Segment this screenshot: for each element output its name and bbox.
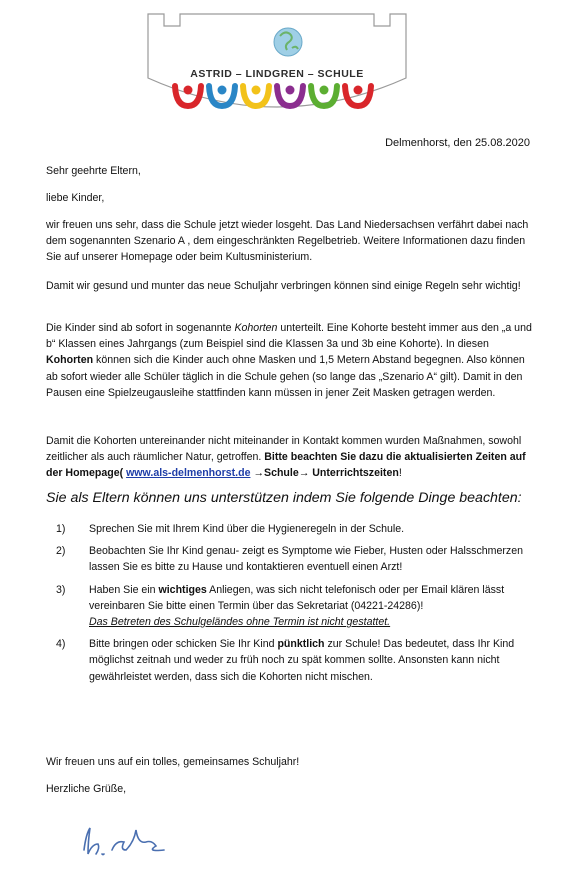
- cohorts-term: Kohorten: [234, 322, 278, 334]
- homepage-link[interactable]: www.als-delmenhorst.de: [126, 467, 251, 480]
- handwritten-signature: [76, 820, 186, 864]
- support-heading: Sie als Eltern können uns unterstützen indem Sie folgende Dinge beachten:: [46, 490, 522, 506]
- list-item: [56, 582, 536, 631]
- list-text-post: zur Schule! Das bedeutet, dass Ihr Kind möglichst zeitnah und weder zu früh noch zu spät kommen sollte. Ansonsten kann nicht gewährleistet werden, dass sich die Kohorten nicht mischen.: [89, 638, 515, 683]
- salutation-children: liebe Kinder,: [46, 192, 105, 204]
- list-number: 1): [56, 523, 66, 535]
- logo-school-name: ASTRID – LINDGREN – SCHULE: [190, 68, 364, 80]
- closing-greeting: Herzliche Grüße,: [46, 783, 127, 795]
- date-line: Delmenhorst, den 25.08.2020: [385, 137, 530, 149]
- list-text-post: Anliegen, was sich nicht telefonisch oder per Email klären lässt vereinbaren Sie bitte einen Termin über das Sekretariat (04221-24286)!: [89, 583, 505, 612]
- school-logo-graphic: [146, 8, 408, 124]
- times-path: →Schule→ Unterrichtszeiten: [250, 467, 399, 480]
- list-text-pre: Haben Sie ein: [89, 583, 159, 596]
- closing-line: Wir freuen uns auf ein tolles, gemeinsames Schuljahr!: [46, 756, 300, 768]
- times-end: !: [398, 467, 402, 480]
- list-number: 2): [56, 545, 66, 558]
- paragraph-rules: Damit wir gesund und munter das neue Schuljahr verbringen können sind einige Regeln sehr wichtig!: [46, 280, 521, 292]
- list-number: 3): [56, 583, 66, 596]
- list-text-bold: wichtiges: [158, 583, 207, 596]
- list-item: [56, 521, 536, 537]
- entry-notice: Das Betreten des Schulgeländes ohne Termin ist nicht gestattet.: [89, 616, 391, 629]
- paragraph-cohorts: [46, 320, 538, 401]
- cohorts-text-3: können sich die Kinder auch ohne Masken und 1,5 Metern Abstand begegnen. Also können ab sofort wieder alle Schüler täglich in die Schule gehen (so lange das „Szenario A“ gilt). Damit in den Pausen eine Spielzeugausleihe stattfinden kann müssen in jener Zeit Masken getragen werden.: [46, 354, 525, 399]
- globe-icon: [274, 28, 302, 56]
- paragraph-intro: wir freuen uns sehr, dass die Schule jetzt wieder losgeht. Das Land Niedersachsen verfährt dabei nach dem sogenannten Szenario A , dem eingeschränkten Regelbetrieb. Weitere Informationen dazu finden Sie auf unserer Homepage oder beim Kultusministerium.: [46, 219, 529, 264]
- list-text-bold: pünktlich: [277, 638, 325, 651]
- rules-list: [56, 521, 536, 691]
- list-text-pre: Bitte bringen oder schicken Sie Ihr Kind: [89, 638, 278, 651]
- list-number: 4): [56, 638, 66, 651]
- list-text: Beobachten Sie Ihr Kind genau- zeigt es Symptome wie Fieber, Husten oder Halsschmerzen lassen Sie es bitte zu Hause und kontaktieren eventuell einen Arzt!: [89, 545, 523, 574]
- paragraph-times: [46, 433, 538, 482]
- school-logo: [146, 8, 408, 124]
- cohorts-term-bold: Kohorten: [46, 354, 94, 367]
- signature: [76, 820, 186, 864]
- times-text-1: Damit die Kohorten untereinander nicht miteinander in Kontakt kommen wurden Maßnahmen, sowohl zeitlicher als auch räumlicher Natur, getroffen.: [46, 435, 522, 464]
- list-item: [56, 543, 536, 575]
- list-text: Sprechen Sie mit Ihrem Kind über die Hygieneregeln in der Schule.: [89, 523, 405, 535]
- cohorts-text-2: unterteilt. Eine Kohorte besteht immer aus den „a und b“ Klassen eines Jahrgangs (zum Beispiel sind die Klassen 3a und 3b eine Kohorte). In diesen: [46, 322, 532, 351]
- salutation-parents: Sehr geehrte Eltern,: [46, 165, 141, 177]
- list-item: [56, 636, 536, 685]
- cohorts-text-1: Die Kinder sind ab sofort in sogenannte: [46, 322, 235, 334]
- times-notice: Bitte beachten Sie dazu die aktualisierten Zeiten auf der Homepage(: [46, 451, 526, 480]
